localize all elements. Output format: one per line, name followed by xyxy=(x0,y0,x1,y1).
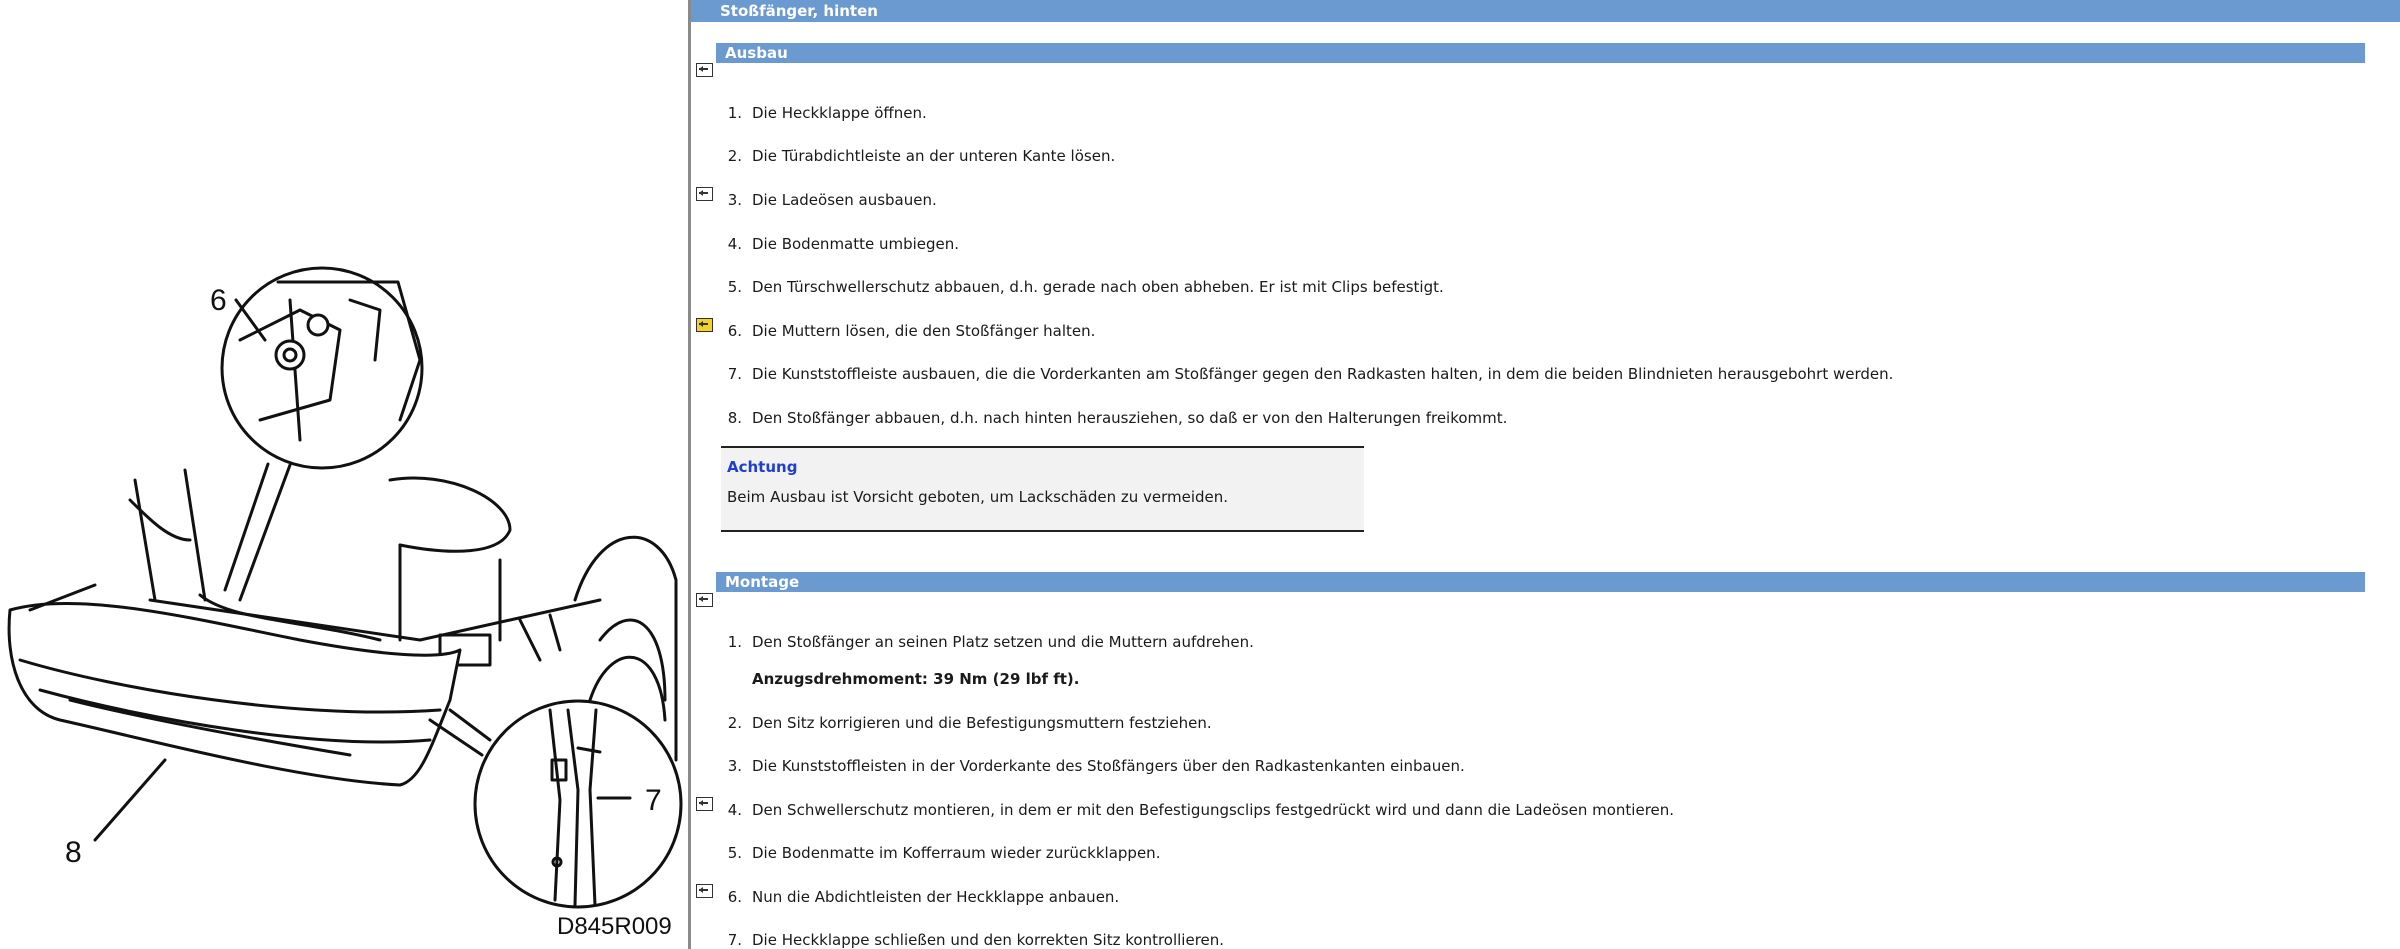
montage-step-5: 5. Die Bodenmatte im Kofferraum wieder zurückklappen. xyxy=(727,844,1161,862)
montage-step-2: 2. Den Sitz korrigieren und die Befestigungsmuttern festziehen. xyxy=(727,714,1212,732)
ausbau-step-7: 7. Die Kunststoffleiste ausbauen, die die Vorderkanten am Stoßfänger gegen den Radkasten halten, in dem die beiden Blindnieten herausgebohrt werden. xyxy=(727,365,1894,383)
ausbau-step-1: 1. Die Heckklappe öffnen. xyxy=(727,104,927,122)
caution-title: Achtung xyxy=(727,458,798,476)
section-heading-ausbau: Ausbau xyxy=(716,43,2365,63)
figure-id: D845R009 xyxy=(557,913,672,940)
document-pane xyxy=(691,0,2400,949)
montage-step-1: 1. Den Stoßfänger an seinen Platz setzen und die Muttern aufdrehen. xyxy=(727,633,1254,651)
caution-box xyxy=(721,446,1364,532)
montage-step-4: 4. Den Schwellerschutz montieren, in dem er mit den Befestigungsclips festgedrückt wird und dann die Ladeösen montieren. xyxy=(727,801,1675,819)
montage-step-6: 6. Nun die Abdichtleisten der Heckklappe anbauen. xyxy=(727,888,1120,906)
illustration-pane xyxy=(0,0,688,949)
torque-spec: Anzugsdrehmoment: 39 Nm (29 lbf ft). xyxy=(752,670,1080,688)
callout-8: 8 xyxy=(65,836,82,869)
back-link-icon[interactable] xyxy=(696,884,713,898)
back-link-icon[interactable] xyxy=(696,318,713,332)
bumper-illustration xyxy=(0,0,688,949)
back-link-icon[interactable] xyxy=(696,187,713,201)
page-title: Stoßfänger, hinten xyxy=(691,0,2400,22)
ausbau-step-3: 3. Die Ladeösen ausbauen. xyxy=(727,191,937,209)
caution-text: Beim Ausbau ist Vorsicht geboten, um Lackschäden zu vermeiden. xyxy=(727,488,1229,506)
ausbau-step-2: 2. Die Türabdichtleiste an der unteren Kante lösen. xyxy=(727,147,1116,165)
ausbau-step-5: 5. Den Türschwellerschutz abbauen, d.h. gerade nach oben abheben. Er ist mit Clips befestigt. xyxy=(727,278,1444,296)
back-link-icon[interactable] xyxy=(696,797,713,811)
back-link-icon[interactable] xyxy=(696,593,713,607)
section-heading-montage: Montage xyxy=(716,572,2365,592)
montage-step-7: 7. Die Heckklappe schließen und den korrekten Sitz kontrollieren. xyxy=(727,931,1225,949)
ausbau-step-6: 6. Die Muttern lösen, die den Stoßfänger halten. xyxy=(727,322,1096,340)
callout-6: 6 xyxy=(210,284,227,317)
back-link-icon[interactable] xyxy=(696,63,713,77)
ausbau-step-8: 8. Den Stoßfänger abbauen, d.h. nach hinten herausziehen, so daß er von den Halterungen freikommt. xyxy=(727,409,1508,427)
ausbau-step-4: 4. Die Bodenmatte umbiegen. xyxy=(727,235,960,253)
montage-step-3: 3. Die Kunststoffleisten in der Vorderkante des Stoßfängers über den Radkastenkanten einbauen. xyxy=(727,757,1465,775)
callout-7: 7 xyxy=(645,784,662,817)
